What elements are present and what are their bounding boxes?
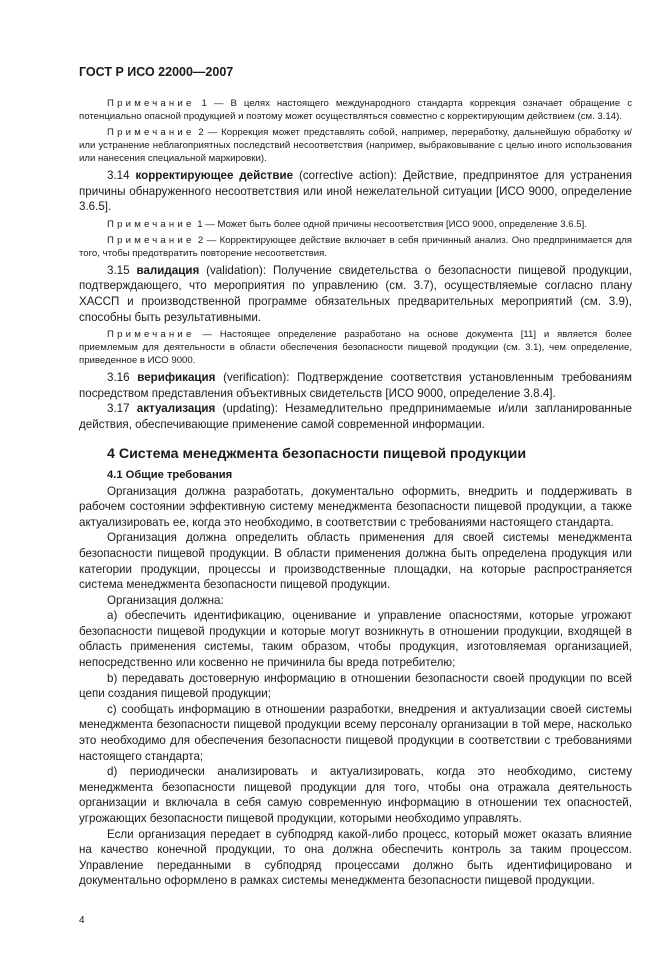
page-number: 4 <box>79 914 85 926</box>
note-label: Примечание <box>107 98 195 109</box>
note-number: 1 <box>194 98 207 109</box>
note-text: — В целях настоящего международного стандарта коррекция означает обращение с потенциально опасной продукцией и поэтому может осуществляться совместно с корректирующим действием (см. 3.14). <box>79 98 632 122</box>
definition-text: (corrective action): Действие, предпринятое для устранения причины обнаруженного несоответствия или иной нежелательной ситуации [ИСО 9000, определение 3.6.5]. <box>79 169 632 214</box>
definition-3-17 <box>79 401 632 432</box>
note-text: — Может быть более одной причины несоответствия [ИСО 9000, определение 3.6.5]. <box>202 218 587 230</box>
paragraph: Организация должна разработать, документально оформить, внедрить и поддерживать в рабочем состоянии эффективную систему менеджмента безопасности пищевой продукции, а также актуализировать ее, когда это необходимо, в соответствии с требованиями настоящего стандарта. <box>79 484 632 529</box>
section-4-heading: 4 Система менеджмента безопасности пищевой продукции <box>107 445 527 462</box>
document-header: ГОСТ Р ИСО 22000—2007 <box>79 65 234 79</box>
note-3-15 <box>79 328 632 367</box>
note-2 <box>79 126 632 165</box>
note-number: 2 <box>194 127 204 138</box>
note-label: Примечание <box>107 127 195 138</box>
section-4-1-heading: 4.1 Общие требования <box>107 468 233 481</box>
note-number: 1 <box>194 218 203 230</box>
definition-text: (validation): Получение свидетельства о безопасности пищевой продукции, подтверждающего, что мероприятия по управлению (см. 3.7), осуществляемые согласно плану ХАССП и производственной программе обязательных предварительных мероприятий (см. 3.9), способны быть результативными. <box>79 263 632 324</box>
definition-text: (verification): Подтверждение соответствия установленным требованиям посредством представления объективных свидетельств [ИСО 9000, определение 3.8.4]. <box>79 371 632 400</box>
list-item-b: b) передавать достоверную информацию в отношении безопасности своей продукции по всей цепи создания пищевой продукции; <box>79 671 632 701</box>
definition-number: 3.14 <box>107 169 136 182</box>
note-text: — Коррекция может представлять собой, например, переработку, дальнейшую обработку и/или устранение неблагоприятных последствий несоответствия (например, выбраковывание с целью иного использования или нанесения специальной маркировки). <box>79 127 632 164</box>
note-label: Примечание <box>107 234 195 246</box>
list-item-a: a) обеспечить идентификацию, оценивание и управление опасностями, которые угрожают безопасности пищевой продукции и которые могут возникнуть в отношении продукции, входящей в область применения системы, таким образом, чтобы продукция, изготовляемая организацией, непосредственно или косвенно не причинила бы вреда потребителю; <box>79 609 632 670</box>
paragraph: Организация должна определить область применения для своей системы менеджмента безопасности пищевой продукции. В области применения должна быть определена продукция или категории продукции, процессы и производственные площадки, на которые распространяется система менеджмента безопасности пищевой продукции. <box>79 531 632 592</box>
definition-3-16 <box>79 370 632 401</box>
note-number: 2 <box>194 234 204 246</box>
note-1 <box>79 97 632 123</box>
definition-term: верификация <box>137 371 216 385</box>
note-label: Примечание <box>107 329 195 341</box>
note-label: Примечание <box>107 218 195 230</box>
note-text: — Корректирующее действие включает в себя причинный анализ. Оно предпринимается для того, чтобы предотвратить повторение несоответствия. <box>79 234 632 259</box>
definition-term: корректирующее действие <box>135 169 294 182</box>
note-3-14-1 <box>79 218 632 231</box>
definition-term: валидация <box>136 263 200 277</box>
paragraph: Если организация передает в субподряд какой-либо процесс, который может оказать влияние на качество конечной продукции, то она должна обеспечить контроль за таким процессом. Управление переданными в субподряд процессами должно быть идентифицировано и документально оформлено в рамках системы менеджмента безопасности пищевой продукции. <box>79 827 632 888</box>
note-text: — Настоящее определение разработано на основе документа [11] и является более приемлемым для деятельности в области обеспечения безопасности пищевой продукции (см. 3.1), чем определение, приведенное в ИСО 9000. <box>79 329 632 367</box>
definition-text: (updating): Незамедлительно предпринимаемые и/или запланированные действия, обеспечивающие применение самой современной информации. <box>79 402 632 431</box>
list-item-d: d) периодически анализировать и актуализировать, когда это необходимо, систему менеджмента безопасности пищевой продукции для того, чтобы она отражала деятельность организации и включала в себя самую современную информацию в отношении тех опасностей, угрожающих безопасности пищевой продукции, которыми необходимо управлять. <box>79 765 632 825</box>
page-content <box>79 97 632 889</box>
list-item-c: c) сообщать информацию в отношении разработки, внедрения и актуализации своей системы менеджмента безопасности пищевой продукции всему персоналу организации в той мере, насколько это необходимо для обеспечения безопасности пищевой продукции в соответствии с требованиями настоящего стандарта; <box>79 702 632 763</box>
definition-3-15 <box>79 263 632 325</box>
definition-number: 3.15 <box>107 263 137 277</box>
paragraph: Организация должна: <box>107 593 224 607</box>
definition-number: 3.17 <box>107 402 137 416</box>
definition-3-14 <box>79 168 632 215</box>
definition-number: 3.16 <box>107 371 138 385</box>
note-3-14-2 <box>79 234 632 260</box>
definition-term: актуализация <box>136 402 216 416</box>
